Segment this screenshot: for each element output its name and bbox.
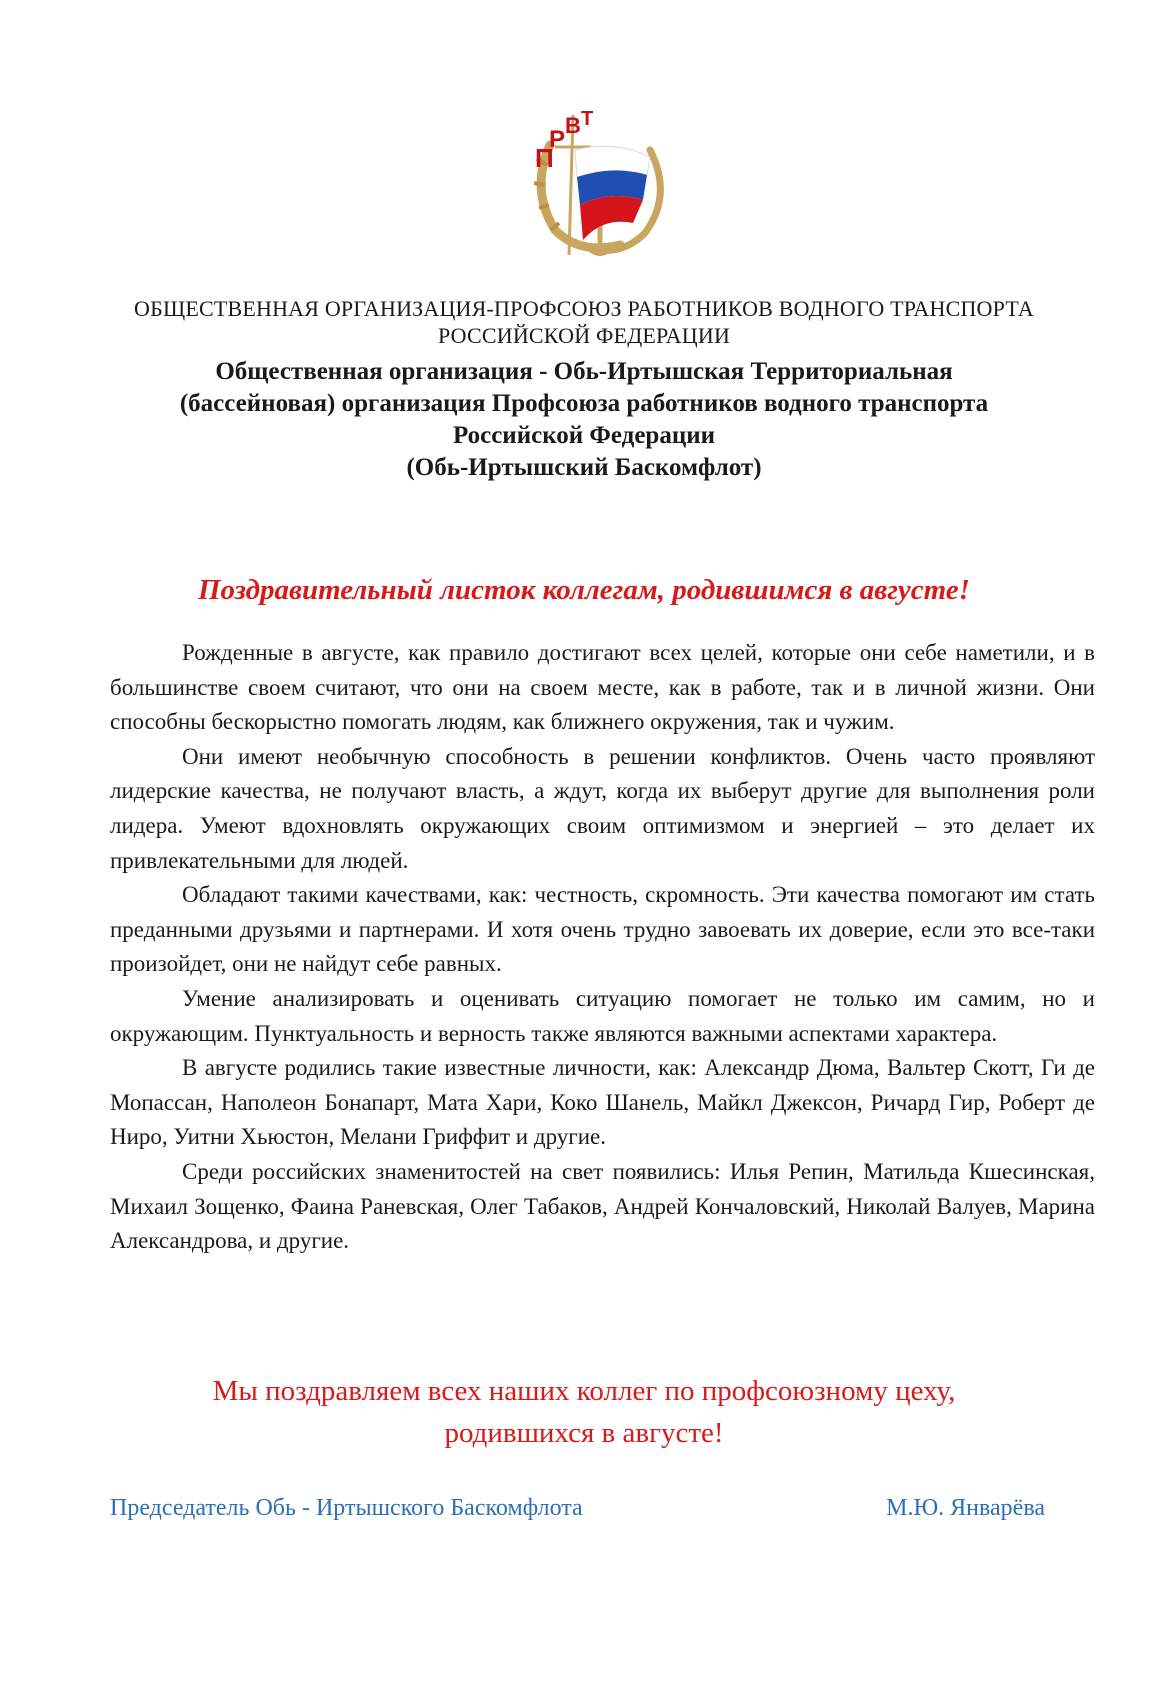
union-name-header: ОБЩЕСТВЕННАЯ ОРГАНИЗАЦИЯ-ПРОФСОЮЗ РАБОТНИКОВ ВОДНОГО ТРАНСПОРТА РОССИЙСКОЙ ФЕДЕРАЦИИ: [134, 296, 1034, 348]
organization-name-line-4: (Обь-Иртышский Баскомфлот): [406, 454, 762, 481]
union-logo: [525, 105, 675, 265]
logo-letter-p: П: [535, 143, 554, 173]
signatory-name: М.Ю. Январёва: [886, 1495, 1045, 1521]
document-title: Поздравительный листок коллегам, родившимся в августе!: [198, 574, 970, 606]
congratulation-line-1: Мы поздравляем всех наших коллег по профсоюзному цеху,: [212, 1375, 956, 1407]
organization-name-line-3: Российской Федерации: [452, 422, 716, 449]
logo-letter-t: Т: [581, 108, 594, 130]
paragraph: Среди российских знаменитостей на свет появились: Илья Репин, Матильда Кшесинская, Михаил Зощенко, Фаина Раневская, Олег Табаков, Андрей Кончаловский, Николай Валуев, Марина Александрова, и другие.: [110, 1158, 1095, 1254]
logo-letter-v: В: [565, 113, 581, 138]
union-emblem-icon: [525, 105, 675, 265]
paragraph: Обладают такими качествами, как: честность, скромность. Эти качества помогают им стать преданными друзьями и партнерами. И хотя очень трудно завоевать их доверие, если это все-таки произойдет, они не найдут себе равных.: [110, 882, 1095, 977]
paragraph: Рожденные в августе, как правило достигают всех целей, которые они себе наметили, и в большинстве своем считают, что они на своем месте, как в работе, так и в личной жизни. Они способны бескорыстно помогать людям, как ближнего окружения, так и чужим.: [110, 640, 1095, 735]
logo-letter-r: Р: [549, 126, 566, 153]
organization-name-line-1: Общественная организация - Обь-Иртышская Территориальная: [215, 358, 953, 385]
signatory-position: Председатель Обь - Иртышского Баскомфлота: [110, 1495, 583, 1521]
congratulation-line-2: родившихся в августе!: [444, 1417, 724, 1449]
paragraph: Они имеют необычную способность в решении конфликтов. Очень часто проявляют лидерские качества, не получают власть, а ждут, когда их выберут другие для выполнения роли лидера. Умеют вдохновлять окружающих своим оптимизмом и энергией – это делает их привлекательными для людей.: [110, 743, 1095, 873]
paragraph: В августе родились такие известные личности, как: Александр Дюма, Вальтер Скотт, Ги де Мопассан, Наполеон Бонапарт, Мата Хари, Коко Шанель, Майкл Джексон, Ричард Гир, Роберт де Ниро, Уитни Хьюстон, Мелани Гриффит и другие.: [110, 1055, 1095, 1150]
organization-name: [60, 356, 1108, 484]
body-text: [110, 636, 1095, 1259]
organization-name-line-2: (бассейновая) организация Профсоюза работников водного транспорта: [179, 390, 989, 417]
paragraph: Умение анализировать и оценивать ситуацию помогает не только им самим, но и окружающим. Пунктуальность и верность также являются важными аспектами характера.: [110, 985, 1095, 1046]
congratulation-message: [60, 1370, 1108, 1454]
